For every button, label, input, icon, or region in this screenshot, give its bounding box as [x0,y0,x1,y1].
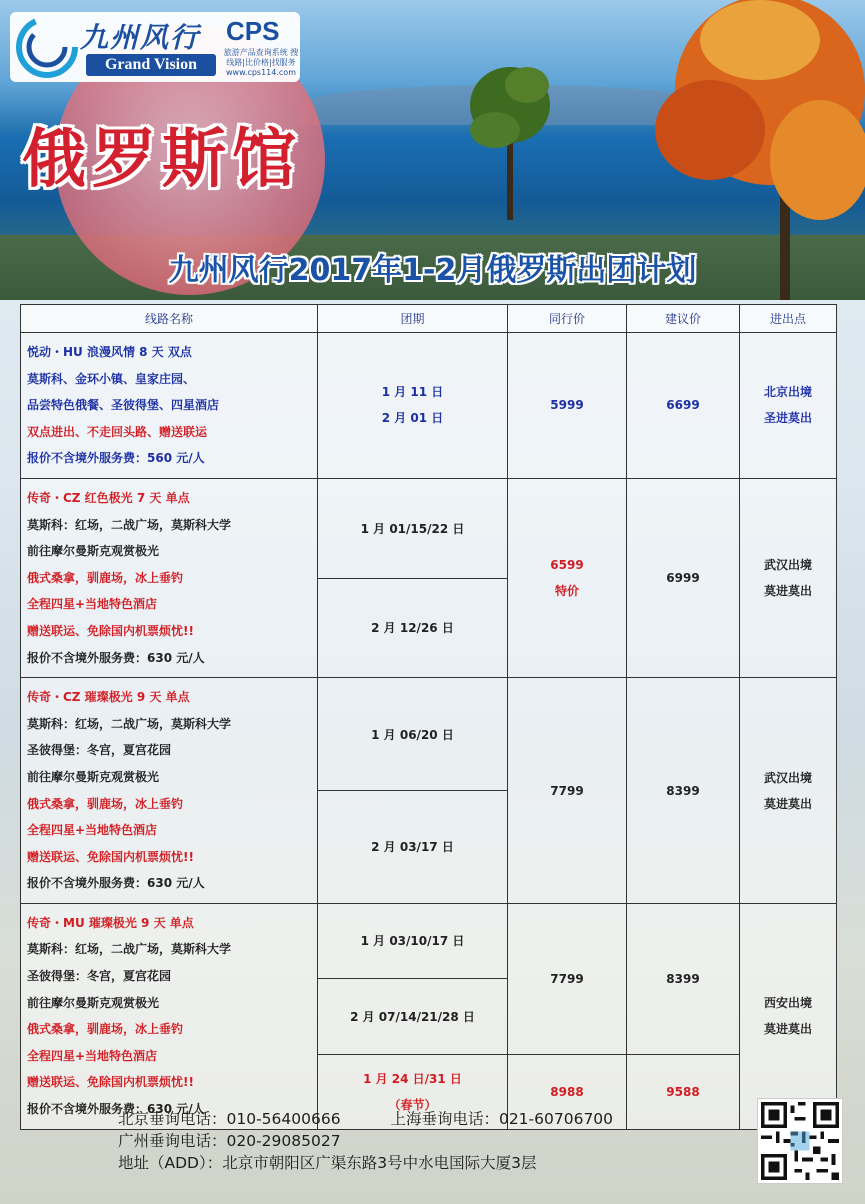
contact-row [118,1108,613,1130]
route-cell [21,478,318,677]
dates-cell: 2 月 12/26 日 [318,578,508,678]
route-cell [21,333,318,479]
col-header-peer-price: 同行价 [508,305,627,333]
route-line: 品尝特色俄餐、圣彼得堡、四星酒店 [27,398,220,413]
table-row [21,478,837,578]
departure-date: 1 月 11 日 [381,385,444,400]
route-line: 前往摩尔曼斯克观赏极光 [27,544,160,559]
table-row [21,678,837,791]
dates-cell: 2 月 07/14/21/28 日 [318,978,508,1054]
departure-city: 武汉出境 [763,770,812,785]
logo-english-name: Grand Vision [86,54,216,76]
route-line: 赠送联运、免除国内机票烦忧!! [27,849,194,864]
departure-date: 2 月 01 日 [381,411,444,426]
table-row [21,333,837,479]
dates-cell [318,333,508,479]
logo-chinese-name: 九州风行 [80,21,201,54]
holiday-note: （春节） [388,1097,437,1112]
route-title: 悦动・HU 浪漫风情 8 天 双点 [27,345,192,359]
dates-cell: 1 月 01/15/22 日 [318,478,508,578]
route-line: 圣彼得堡：冬宫，夏宫花园 [27,969,172,984]
route-line: 莫斯科：红场，二战广场，莫斯科大学 [27,716,232,731]
route-line: 莫斯科：红场，二战广场，莫斯科大学 [27,517,232,532]
col-header-entry-exit: 进出点 [740,305,837,333]
departure-city: 北京出境 [763,385,812,400]
col-header-suggested-price: 建议价 [627,305,740,333]
page-subtitle: 九州风行2017年1-2月俄罗斯出团计划 [168,253,697,288]
peer-price-cell: 5999 [508,333,627,479]
guangzhou-phone: 广州垂询电话：020-29085027 [118,1132,341,1150]
peer-price-cell: 7799 [508,678,627,904]
page-title: 俄罗斯馆 [22,123,302,197]
route-line: 莫斯科、金环小镇、皇家庄园、 [27,371,196,386]
special-price-badge: 特价 [554,584,579,599]
route-title: 传奇・CZ 璀璨极光 9 天 单点 [27,690,190,705]
suggested-price-cell: 9588 [627,1054,740,1129]
entry-exit-cell [740,678,837,904]
dates-cell: 1 月 06/20 日 [318,678,508,791]
route-cell [21,678,318,904]
peer-price: 6599 [550,558,584,573]
tour-schedule-table [20,304,837,1130]
departure-city: 西安出境 [763,996,812,1011]
route-line: 俄式桑拿，驯鹿场，冰上垂钓 [27,1022,184,1037]
pine-tree-image [455,60,565,220]
col-header-route: 线路名称 [21,305,318,333]
contact-info [118,1108,613,1174]
entry-exit-route: 莫进莫出 [763,1022,812,1037]
route-line: 俄式桑拿，驯鹿场，冰上垂钓 [27,570,184,585]
address: 地址（ADD）：北京市朝阳区广渠东路3号中水电国际大厦3层 [118,1154,537,1172]
entry-exit-cell [740,333,837,479]
route-title: 传奇・CZ 红色极光 7 天 单点 [27,490,190,505]
peer-price-cell: 7799 [508,903,627,1054]
route-line: 前往摩尔曼斯克观赏极光 [27,769,160,784]
table-row [21,903,837,978]
departure-date: 1 月 24 日/31 日 [363,1071,462,1086]
logo-swirl-icon [16,16,78,78]
header-banner [0,0,865,300]
entry-exit-route: 莫进莫出 [763,796,812,811]
route-line: 前往摩尔曼斯克观赏极光 [27,995,160,1010]
beijing-phone: 北京垂询电话：010-56400666 [118,1110,341,1128]
route-fee-note: 报价不含境外服务费：630 元/人 [27,650,205,665]
route-line: 赠送联运、免除国内机票烦忧!! [27,623,194,638]
cps-logo: CPS [226,16,280,46]
route-fee-note: 报价不含境外服务费：560 元/人 [27,451,205,466]
peer-price-cell: 8988 [508,1054,627,1129]
dates-cell: 1 月 03/10/17 日 [318,903,508,978]
route-line: 赠送联运、免除国内机票烦忧!! [27,1075,194,1090]
route-title: 传奇・MU 璀璨极光 9 天 单点 [27,915,194,930]
dates-cell: 2 月 03/17 日 [318,791,508,904]
route-fee-note: 报价不含境外服务费：630 元/人 [27,876,205,891]
departure-city: 武汉出境 [763,558,812,573]
entry-exit-route: 莫进莫出 [763,584,812,599]
route-line: 双点进出、不走回头路、赠送联运 [27,424,208,439]
suggested-price-cell: 6699 [627,333,740,479]
route-line: 莫斯科：红场，二战广场，莫斯科大学 [27,942,232,957]
route-cell [21,903,318,1129]
suggested-price-cell: 8399 [627,903,740,1054]
route-line: 全程四星+当地特色酒店 [27,823,158,838]
shanghai-phone: 上海垂询电话：021-60706700 [390,1110,614,1128]
entry-exit-route: 圣进莫出 [763,411,812,426]
entry-exit-cell [740,478,837,677]
cps-tagline: 旅游产品查询系统 搜线路|比价格|找服务 www.cps114.com [223,48,299,77]
route-line: 全程四星+当地特色酒店 [27,1048,158,1063]
table-header-row [21,305,837,333]
col-header-dates: 团期 [318,305,508,333]
route-line: 俄式桑拿，驯鹿场，冰上垂钓 [27,796,184,811]
peer-price-cell [508,478,627,677]
route-line: 圣彼得堡：冬宫，夏宫花园 [27,743,172,758]
entry-exit-cell [740,903,837,1129]
suggested-price-cell: 8399 [627,678,740,904]
suggested-price-cell: 6999 [627,478,740,677]
qr-code-icon [757,1098,843,1184]
route-line: 全程四星+当地特色酒店 [27,597,158,612]
route-fee-note: 报价不含境外服务费：630 元/人 [27,1102,205,1117]
